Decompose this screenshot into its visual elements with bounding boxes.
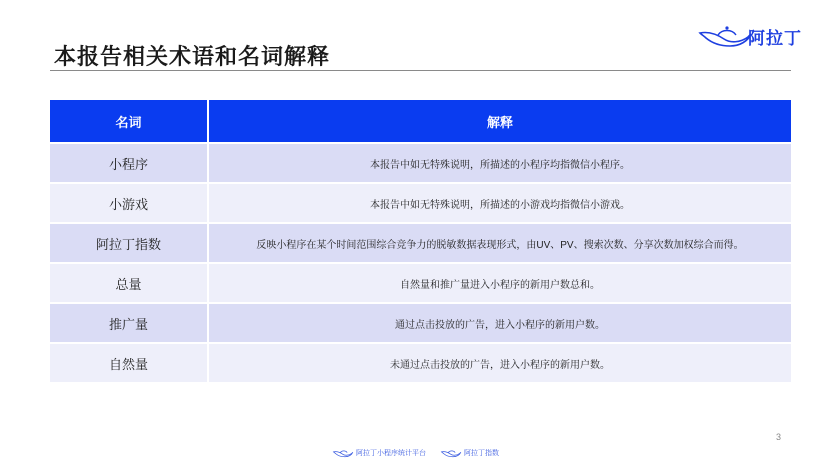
- genie-lamp-icon: [440, 447, 462, 459]
- term-cell: 小程序: [50, 143, 208, 183]
- table-row: [50, 343, 791, 382]
- definition-cell: 本报告中如无特殊说明，所描述的小程序均指微信小程序。: [208, 143, 791, 183]
- page-number: 3: [776, 432, 782, 442]
- footer-label: 阿拉丁小程序统计平台: [356, 450, 426, 457]
- title-divider: [50, 70, 791, 71]
- term-cell: 自然量: [50, 343, 208, 382]
- footer: [332, 445, 513, 461]
- genie-lamp-icon: [696, 21, 754, 51]
- table-header-row: [50, 100, 791, 143]
- page-title: 本报告相关术语和名词解释: [54, 44, 331, 69]
- definition-cell: 未通过点击投放的广告，进入小程序的新用户数。: [208, 343, 791, 382]
- table-row: [50, 303, 791, 343]
- column-header-definition: 解释: [208, 100, 791, 143]
- definition-cell: 反映小程序在某个时间范围综合竞争力的脱敏数据表现形式，由UV、PV、搜索次数、分享次数加权综合而得。: [208, 223, 791, 263]
- column-header-term: 名词: [50, 100, 208, 143]
- definition-cell: 自然量和推广量进入小程序的新用户数总和。: [208, 263, 791, 303]
- logo-text: 阿拉丁: [748, 28, 802, 48]
- table-row: [50, 183, 791, 223]
- brand-logo: [696, 18, 816, 54]
- table-row: [50, 143, 791, 183]
- term-cell: 推广量: [50, 303, 208, 343]
- glossary-table: [50, 100, 791, 382]
- footer-brand-index: [440, 447, 499, 459]
- footer-brand-stats: [332, 447, 426, 459]
- term-cell: 阿拉丁指数: [50, 223, 208, 263]
- footer-label: 阿拉丁指数: [464, 450, 499, 457]
- table-row: [50, 223, 791, 263]
- definition-cell: 通过点击投放的广告，进入小程序的新用户数。: [208, 303, 791, 343]
- genie-lamp-icon: [332, 447, 354, 459]
- definition-cell: 本报告中如无特殊说明，所描述的小游戏均指微信小游戏。: [208, 183, 791, 223]
- table-row: [50, 263, 791, 303]
- term-cell: 小游戏: [50, 183, 208, 223]
- term-cell: 总量: [50, 263, 208, 303]
